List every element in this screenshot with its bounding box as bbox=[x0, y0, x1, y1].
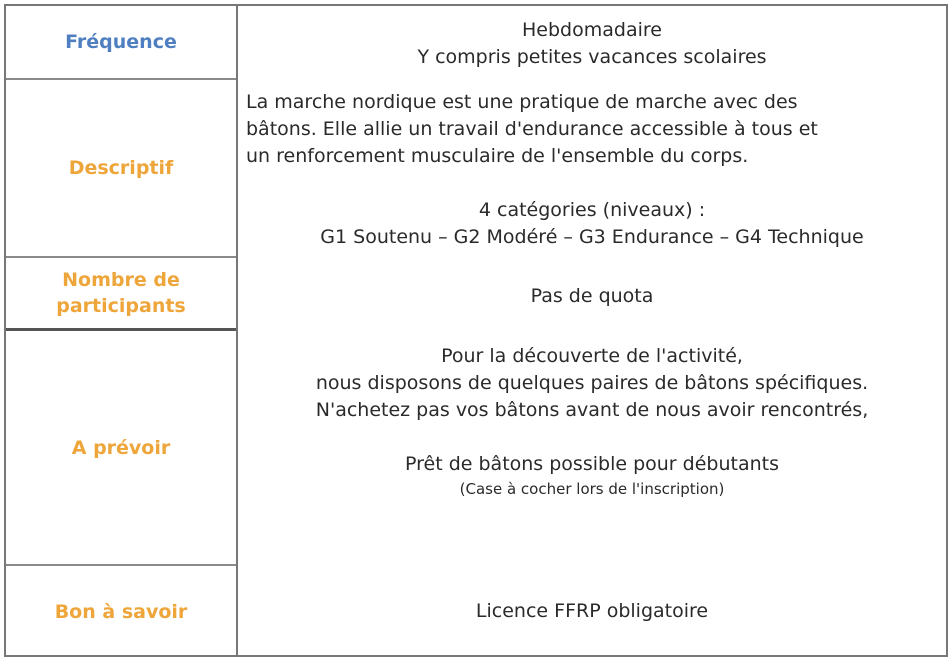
label-text: Fréquence bbox=[65, 31, 177, 53]
loan-note: (Case à cocher lors de l'inscription) bbox=[459, 479, 725, 498]
label-text: Descriptif bbox=[68, 157, 174, 179]
value-bon-a-savoir bbox=[238, 566, 946, 657]
descriptif-line: un renforcement musculaire de l'ensemble du corps. bbox=[246, 145, 749, 167]
value-frequence bbox=[238, 8, 946, 80]
label-text: Nombre de bbox=[62, 269, 180, 291]
label-descriptif bbox=[6, 80, 236, 256]
label-bon-a-savoir bbox=[6, 566, 236, 657]
label-frequence bbox=[6, 6, 236, 78]
frequence-line: Hebdomadaire bbox=[522, 19, 662, 41]
a-prevoir-line: Pour la découverte de l'activité, bbox=[441, 344, 743, 367]
value-descriptif bbox=[238, 82, 946, 258]
label-text: participants bbox=[56, 295, 186, 317]
value-participants bbox=[238, 264, 946, 328]
info-table bbox=[4, 4, 948, 657]
participants-value: Pas de quota bbox=[530, 284, 654, 307]
categories-list: G1 Soutenu – G2 Modéré – G3 Endurance – G4 Technique bbox=[320, 226, 864, 248]
descriptif-line: La marche nordique est une pratique de marche avec des bbox=[246, 91, 798, 113]
label-text: A prévoir bbox=[71, 436, 171, 459]
descriptif-line: bâtons. Elle allie un travail d'endurance accessible à tous et bbox=[246, 118, 818, 140]
label-a-prevoir bbox=[6, 331, 236, 564]
frequence-line: Y compris petites vacances scolaires bbox=[417, 46, 767, 68]
a-prevoir-line: nous disposons de quelques paires de bâtons spécifiques. bbox=[315, 371, 869, 394]
value-a-prevoir bbox=[238, 333, 946, 509]
a-prevoir-line: N'achetez pas vos bâtons avant de nous avoir rencontrés, bbox=[315, 398, 869, 421]
loan-text: Prêt de bâtons possible pour débutants bbox=[405, 452, 779, 475]
categories-title: 4 catégories (niveaux) : bbox=[478, 199, 706, 221]
label-participants bbox=[6, 258, 236, 328]
bon-a-savoir-value: Licence FFRP obligatoire bbox=[475, 600, 709, 622]
label-text: Bon à savoir bbox=[54, 600, 188, 623]
